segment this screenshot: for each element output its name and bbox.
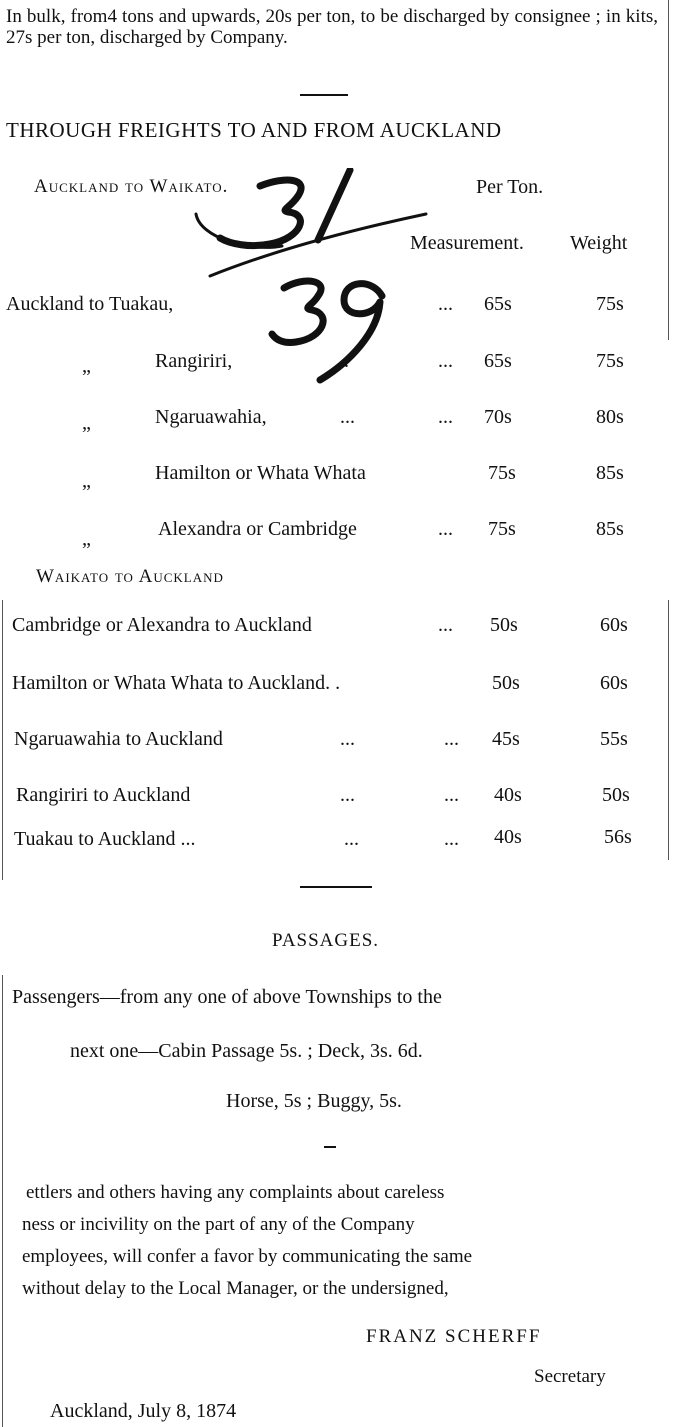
per-ton-label: Per Ton. <box>476 176 544 198</box>
table-row-dots: ... <box>340 406 355 428</box>
table-row-dots: ... <box>438 293 453 315</box>
table-row-dots: ... <box>444 728 459 750</box>
table-row-dots: ... <box>444 828 459 850</box>
divider-rule <box>324 1146 336 1148</box>
table-row-measurement: 40s <box>494 784 522 806</box>
table-row-dots: ... <box>438 518 453 540</box>
section1-title: Auckland to Waikato. <box>34 176 229 197</box>
table-row-name: Cambridge or Alexandra to Auckland <box>12 614 312 636</box>
table-row-dots: ... <box>340 784 355 806</box>
passages-line: next one—Cabin Passage 5s. ; Deck, 3s. 6d. <box>70 1040 423 1062</box>
ditto-mark: „ <box>82 355 91 377</box>
table-row-measurement: 65s <box>484 293 512 315</box>
table-row-measurement: 50s <box>490 614 518 636</box>
signature-title: Secretary <box>534 1366 606 1387</box>
notice-line: employees, will confer a favor by communicating the same <box>22 1246 473 1267</box>
table-row-weight: 80s <box>596 406 624 428</box>
left-border-line-lower <box>2 975 3 1427</box>
table-row-weight: 56s <box>604 826 632 848</box>
table-row-dots: ... <box>444 784 459 806</box>
table-row-dots: ... <box>438 406 453 428</box>
divider-rule <box>300 94 348 96</box>
passages-line: Passengers—from any one of above Townships to the <box>12 986 442 1008</box>
handwritten-39-mark <box>268 272 398 384</box>
table-row-weight: 50s <box>602 784 630 806</box>
table-row-measurement: 40s <box>494 826 522 848</box>
table-row-name: Alexandra or Cambridge <box>158 518 357 540</box>
dateline: Auckland, July 8, 1874 <box>50 1400 237 1422</box>
notice-line: without delay to the Local Manager, or the undersigned, <box>22 1278 449 1299</box>
table-row-measurement: 75s <box>488 462 516 484</box>
table-row-name: Rangiriri, <box>155 350 233 372</box>
ditto-mark: „ <box>82 470 91 492</box>
col-weight-header: Weight <box>570 232 628 254</box>
right-border-line-lower <box>668 600 669 860</box>
table-row-weight: 60s <box>600 614 628 636</box>
ditto-mark: „ <box>82 412 91 434</box>
table-row-dots: ... <box>344 828 359 850</box>
intro-paragraph: In bulk, from4 tons and upwards, 20s per ton, to be discharged by consignee ; in kits, 27s per ton, discharged by Company. <box>6 6 658 48</box>
section-heading: THROUGH FREIGHTS TO AND FROM AUCKLAND <box>6 118 502 142</box>
left-border-line <box>2 600 3 880</box>
table-row-measurement: 70s <box>484 406 512 428</box>
section2-title: Waikato to Auckland <box>36 566 224 587</box>
table-row-name: Tuakau to Auckland ... <box>14 828 196 850</box>
table-row-measurement: 65s <box>484 350 512 372</box>
table-row-dots: ... <box>340 728 355 750</box>
table-row-measurement: 50s <box>492 672 520 694</box>
table-row-dots: ... <box>438 350 453 372</box>
ditto-mark: „ <box>82 528 91 550</box>
right-border-line <box>668 0 669 340</box>
table-row-weight: 85s <box>596 518 624 540</box>
col-measurement-header: Measurement. <box>410 232 524 254</box>
notice-line: ettlers and others having any complaints about careless <box>26 1182 445 1203</box>
passages-title: PASSAGES. <box>272 930 380 951</box>
divider-rule <box>300 886 372 888</box>
table-row-weight: 55s <box>600 728 628 750</box>
table-row-measurement: 75s <box>488 518 516 540</box>
table-row-weight: 75s <box>596 293 624 315</box>
table-row-dots: ... <box>334 350 349 372</box>
table-row-name: Hamilton or Whata Whata <box>155 462 366 484</box>
notice-line: ness or incivility on the part of any of the Company <box>22 1214 415 1235</box>
table-row-name: Hamilton or Whata Whata to Auckland. . <box>12 672 341 694</box>
passages-line: Horse, 5s ; Buggy, 5s. <box>226 1090 402 1112</box>
table-row-dots: ... <box>438 614 453 636</box>
table-row-weight: 85s <box>596 462 624 484</box>
handwritten-31-mark <box>190 168 430 288</box>
table-row-name: Ngaruawahia, <box>155 406 267 428</box>
table-row-name: Ngaruawahia to Auckland <box>14 728 223 750</box>
table-row-weight: 75s <box>596 350 624 372</box>
table-row-weight: 60s <box>600 672 628 694</box>
table-row-name: Auckland to Tuakau, <box>6 293 174 315</box>
table-row-name: Rangiriri to Auckland <box>16 784 191 806</box>
signature-name: FRANZ SCHERFF <box>366 1326 542 1347</box>
table-row-measurement: 45s <box>492 728 520 750</box>
